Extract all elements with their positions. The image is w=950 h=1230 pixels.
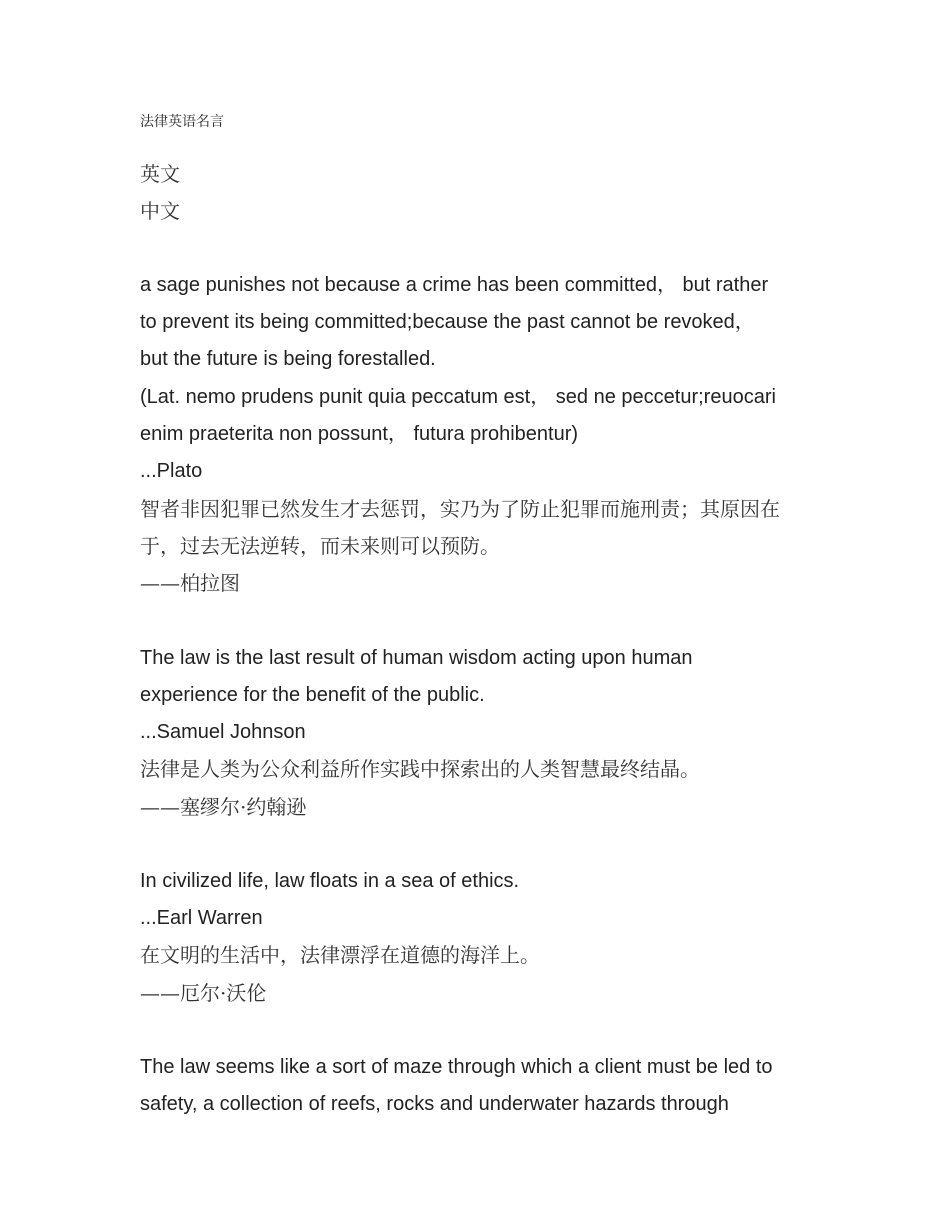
quote-3-chinese-line-1: 在文明的生活中，法律漂浮在道德的海洋上。 [140, 943, 540, 967]
quote-4-english-line-2: safety, a collection of reefs, rocks and underwater hazards through [140, 1093, 729, 1115]
quote-3-author-english: ...Earl Warren [140, 907, 263, 929]
quote-1-author-english: ...Plato [140, 460, 203, 482]
quote-1-chinese-line-1: 智者非因犯罪已然发生才去惩罚，实乃为了防止犯罪而施刑责；其原因在 [140, 497, 780, 521]
quote-3-english-line-1: In civilized life, law floats in a sea of ethics. [140, 870, 520, 892]
quote-1-english-line-5: enim praeterita non possunt， futura prohibentur) [140, 423, 579, 445]
quote-3-author-chinese: ——厄尔·沃伦 [140, 981, 267, 1005]
quote-1-english-line-1: a sage punishes not because a crime has been committed， but rather [140, 274, 769, 296]
header-english: 英文 [140, 162, 180, 186]
quote-1-chinese-line-2: 于，过去无法逆转，而未来则可以预防。 [140, 534, 500, 558]
quote-1-english-line-4: (Lat. nemo prudens punit quia peccatum est， sed ne peccetur;reuocari [140, 386, 776, 408]
quote-1-author-chinese: ——柏拉图 [140, 571, 240, 595]
quote-1-english-line-3: but the future is being forestalled. [140, 348, 436, 370]
header-chinese: 中文 [140, 199, 180, 223]
quote-2-author-english: ...Samuel Johnson [140, 721, 306, 743]
document-title: 法律英语名言 [140, 114, 224, 130]
quote-2-english-line-2: experience for the benefit of the public. [140, 684, 485, 706]
quote-1-english-line-2: to prevent its being committed;because the past cannot be revoked， [140, 311, 755, 333]
quote-4-english-line-1: The law seems like a sort of maze through which a client must be led to [140, 1056, 773, 1078]
quote-2-author-chinese: ——塞缪尔·约翰逊 [140, 795, 307, 819]
quote-2-english-line-1: The law is the last result of human wisdom acting upon human [140, 647, 693, 669]
quote-2-chinese-line-1: 法律是人类为公众利益所作实践中探索出的人类智慧最终结晶。 [140, 757, 700, 781]
